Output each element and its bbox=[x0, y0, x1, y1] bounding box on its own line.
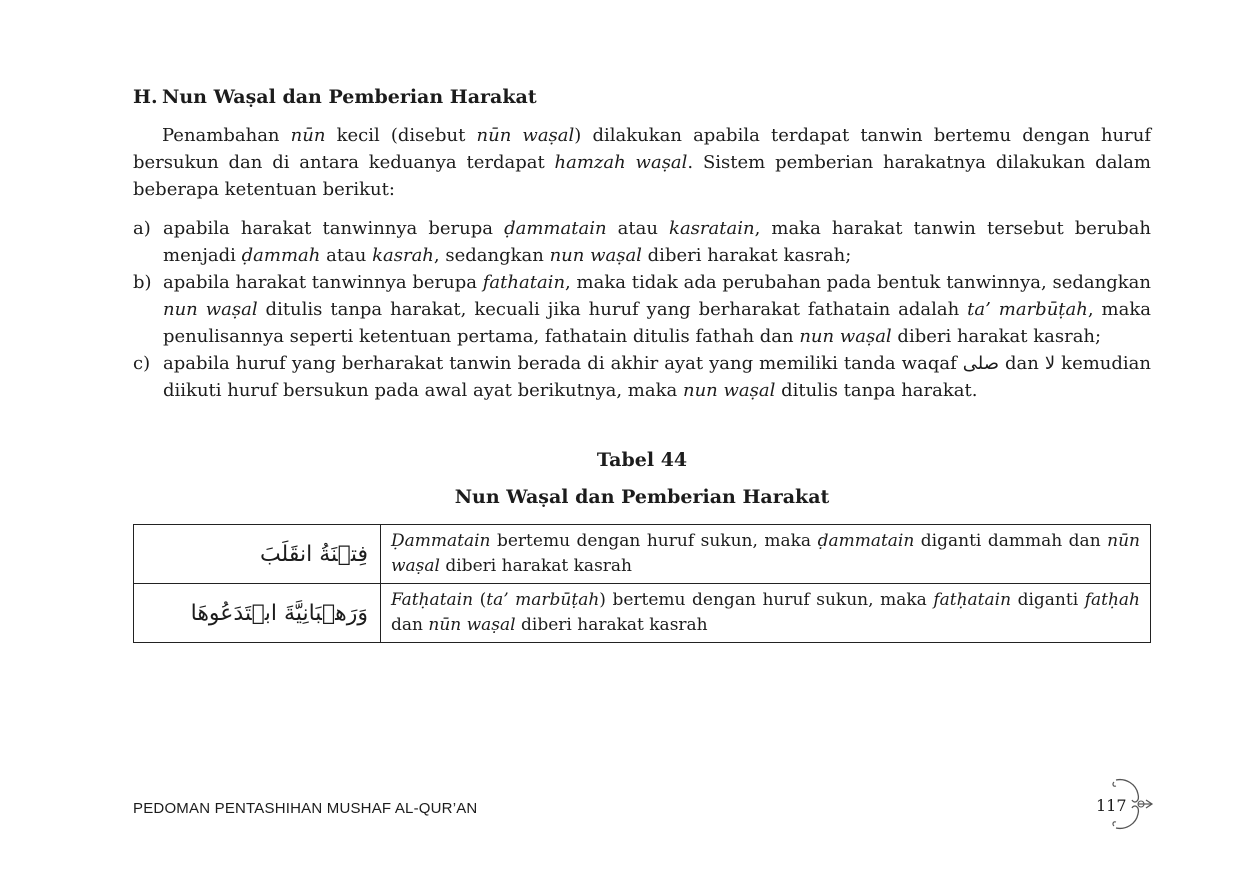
waqaf-sign: صلى bbox=[962, 353, 999, 374]
italic-term: ḍammatain bbox=[817, 531, 915, 551]
italic-term: ta’ marbūṭah bbox=[967, 299, 1088, 320]
rule-description bbox=[381, 525, 1151, 584]
intro-paragraph bbox=[133, 122, 1151, 203]
text-run: ( bbox=[473, 590, 487, 610]
italic-term: nūn waṣal bbox=[428, 615, 516, 635]
text-run: kemudian diikuti huruf bersukun pada awal ayat berikutnya, maka bbox=[163, 353, 1151, 401]
text-run: ditulis tanpa harakat. bbox=[775, 380, 978, 401]
text-run: , maka harakat tanwin tersebut berubah menjadi bbox=[163, 218, 1151, 266]
list-item bbox=[133, 269, 1151, 350]
italic-term: kasrah bbox=[372, 245, 434, 266]
text-run: atau bbox=[320, 245, 373, 266]
rules-list bbox=[133, 215, 1151, 404]
text-run: ditulis tanpa harakat, kecuali jika huruf yang berharakat fathatain adalah bbox=[257, 299, 968, 320]
text-run: diberi harakat kasrah bbox=[515, 615, 708, 635]
rule-description bbox=[381, 584, 1151, 643]
arabic-example: فِتۡنَةُ انقَلَبَ bbox=[134, 525, 381, 584]
text-run: dan bbox=[999, 353, 1045, 374]
text-run: dan bbox=[391, 615, 429, 635]
list-marker: b) bbox=[133, 272, 152, 293]
italic-term: Ḍammatain bbox=[391, 531, 491, 551]
text-run: ) bertemu dengan huruf sukun, maka bbox=[599, 590, 934, 610]
arabic-example: وَرَهۡبَانِيَّةَ ابۡتَدَعُوهَا bbox=[134, 584, 381, 643]
text-run: diganti bbox=[1011, 590, 1085, 610]
italic-term: nun waṣal bbox=[799, 326, 892, 347]
section-number: H. bbox=[133, 86, 158, 108]
text-run: , maka tidak ada perubahan pada bentuk tanwinnya, sedangkan bbox=[565, 272, 1151, 293]
text-run: apabila harakat tanwinnya berupa bbox=[163, 218, 505, 239]
section-heading bbox=[133, 84, 1151, 110]
text-run: atau bbox=[606, 218, 670, 239]
text-run: bertemu dengan huruf sukun, maka bbox=[490, 531, 818, 551]
italic-term: ta’ marbūṭah bbox=[486, 590, 600, 610]
text-run: diberi harakat kasrah bbox=[439, 556, 633, 576]
text-run: ) dilakukan apabila terdapat tanwin bertemu dengan huruf bersukun dan di antara keduanya terdapat bbox=[133, 125, 1151, 173]
waqaf-sign: لا bbox=[1044, 353, 1056, 374]
table-row bbox=[134, 584, 1151, 643]
list-marker: a) bbox=[133, 218, 151, 239]
italic-term: fathatain bbox=[482, 272, 566, 293]
text-run: kecil (disebut bbox=[325, 125, 477, 146]
italic-term: ḍammatain bbox=[504, 218, 607, 239]
table-caption-title: Nun Waṣal dan Pemberian Harakat bbox=[454, 486, 830, 508]
table-row bbox=[134, 525, 1151, 584]
italic-term: nun waṣal bbox=[682, 380, 776, 401]
text-run: , sedangkan bbox=[433, 245, 550, 266]
italic-term: nūn bbox=[290, 125, 326, 146]
text-run: . Sistem pemberian harakatnya dilakukan dalam beberapa ketentuan berikut: bbox=[133, 152, 1151, 200]
list-marker: c) bbox=[133, 353, 151, 374]
italic-term: Fatḥatain bbox=[391, 590, 474, 610]
running-footer-title: PEDOMAN PENTASHIHAN MUSHAF AL-QUR’AN bbox=[133, 800, 478, 817]
text-run: diganti dammah dan bbox=[914, 531, 1108, 551]
italic-term: ḍammah bbox=[241, 245, 321, 266]
italic-term: nun waṣal bbox=[549, 245, 642, 266]
italic-term: hamzah waṣal bbox=[554, 152, 688, 173]
italic-term: kasratain bbox=[669, 218, 755, 239]
page-ornament-icon bbox=[1108, 774, 1154, 834]
list-item bbox=[133, 215, 1151, 269]
text-run: diberi harakat kasrah; bbox=[891, 326, 1102, 347]
table-caption-number: Tabel 44 bbox=[596, 449, 688, 471]
italic-term: nūn waṣal bbox=[391, 531, 1140, 576]
italic-term: nun waṣal bbox=[163, 299, 258, 320]
section-title: Nun Waṣal dan Pemberian Harakat bbox=[162, 86, 537, 108]
list-item bbox=[133, 350, 1151, 404]
harakat-table bbox=[133, 524, 1151, 643]
text-run: diberi harakat kasrah; bbox=[641, 245, 852, 266]
text-run: apabila harakat tanwinnya berupa bbox=[163, 272, 483, 293]
text-run: , maka penulisannya seperti ketentuan pertama, fathatain ditulis fathah dan bbox=[163, 299, 1151, 347]
italic-term: nūn waṣal bbox=[476, 125, 575, 146]
text-run: apabila huruf yang berharakat tanwin berada di akhir ayat yang memiliki tanda waqaf bbox=[163, 353, 963, 374]
italic-term: fatḥah bbox=[1084, 590, 1140, 610]
text-run: Penambahan bbox=[162, 125, 291, 146]
page-number: 117 bbox=[1096, 796, 1127, 815]
italic-term: fatḥatain bbox=[933, 590, 1012, 610]
